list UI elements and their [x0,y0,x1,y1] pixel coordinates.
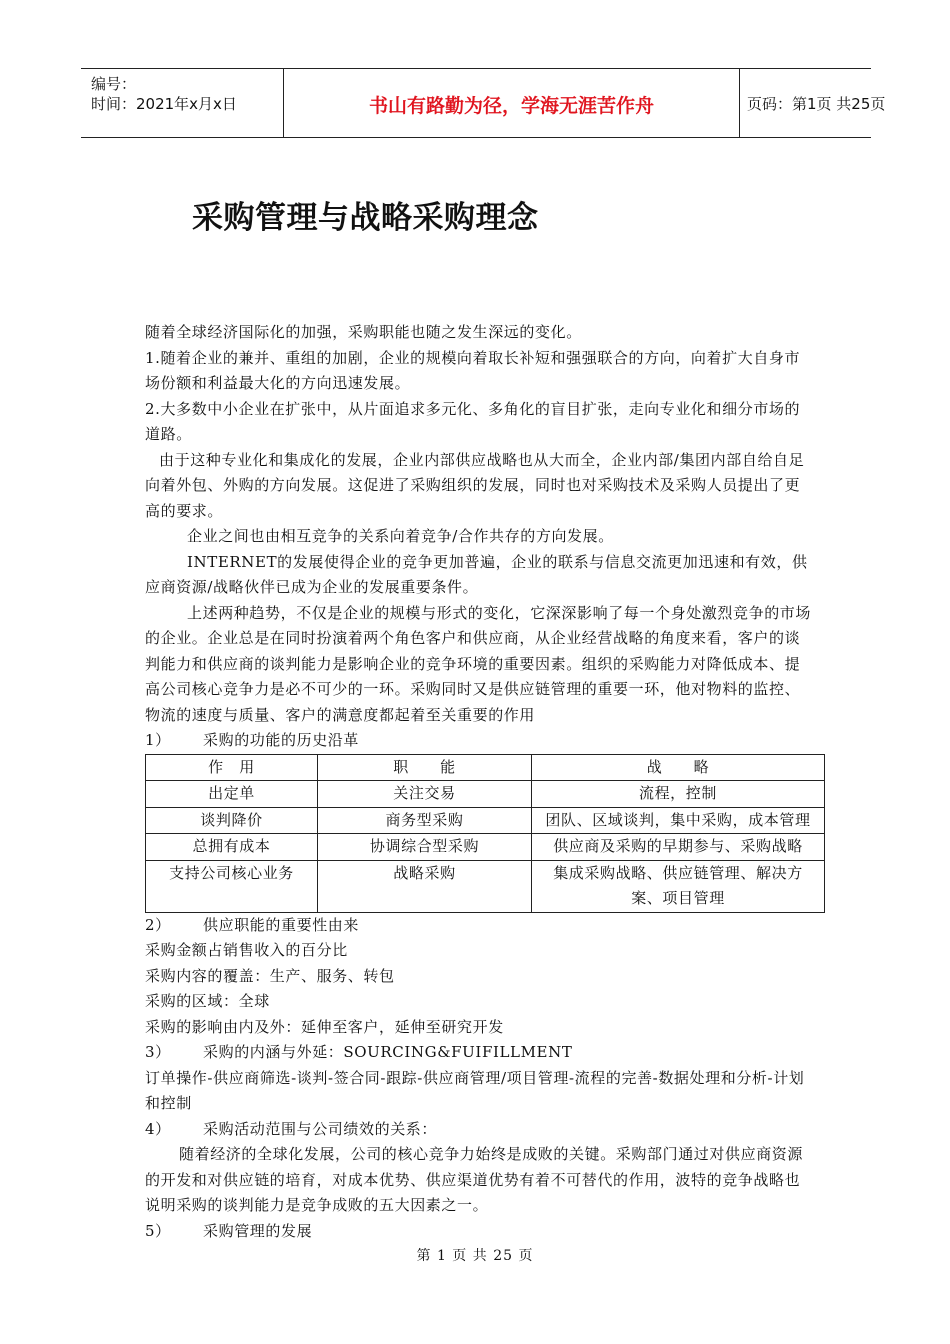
table-header-cell: 作 用 [146,754,318,781]
section-5-heading [145,1219,815,1245]
section-3-heading [145,1040,815,1066]
section-3-text: 订单操作-供应商筛选-谈判-签合同-跟踪-供应商管理/项目管理-流程的完善-数据处理和分析-计划和控制 [145,1068,805,1112]
code-label: 编号： [91,75,137,93]
document-title: 采购管理与战略采购理念 [192,200,539,236]
table-cell: 流程，控制 [532,781,825,808]
section-2-heading [145,913,815,939]
paragraph-intro: 随着全球经济国际化的加强，采购职能也随之发生深远的变化。 [145,323,582,341]
section-1-heading [145,728,815,754]
section-2-title: 供应职能的重要性由来 [203,915,360,934]
section-3-num: 3） [145,1043,171,1061]
header-page-info: 页码：第1页 共25页 [747,95,886,113]
table-header-cell: 职 能 [318,754,532,781]
table-cell [532,860,825,912]
paragraph-cooperation: 企业之间也由相互竞争的关系向着竞争/合作共存的方向发展。 [187,527,614,545]
section-1-num: 1） [145,731,171,749]
table-row [146,834,825,861]
header-motto: 书山有路勤为径，学海无涯苦作舟 [368,95,654,117]
paragraph-trends: 上述两种趋势，不仅是企业的规模与形式的变化，它深深影响了每一个身处激烈竞争的市场的企业。企业总是在同时扮演着两个角色客户和供应商，从企业经营战略的角度来看，客户的谈判能力和供应商的谈判能力是影响企业的竞争环境的重要因素。组织的采购能力对降低成本、提高公司核心竞争力是必不可少的一环。采购同时又是供应链管理的重要一环，他对物料的监控、物流的速度与质量、客户的满意度都起着至关重要的作用 [145,603,812,724]
table-cell: 团队、区域谈判，集中采购，成本管理 [532,807,825,834]
section-2-num: 2） [145,915,171,934]
list-item: 采购内容的覆盖：生产、服务、转包 [145,966,395,985]
table-cell: 关注交易 [318,781,532,808]
page-footer: 第 1 页 共 25 页 [416,1248,534,1264]
section-3-title: 采购的内涵与外延：SOURCING&FUIFILLMENT [203,1043,573,1061]
section-5-num: 5） [145,1221,171,1240]
paragraph-point-2: 2.大多数中小企业在扩张中，从片面追求多元化、多角化的盲目扩张，走向专业化和细分市场的道路。 [145,399,801,443]
table-cell: 协调综合型采购 [318,834,532,861]
table-header-cell: 战 略 [532,754,825,781]
paragraph-specialization: 由于这种专业化和集成化的发展，企业内部供应战略也从大而全，企业内部/集团内部自给自足向着外包、外购的方向发展。这促进了采购组织的发展，同时也对采购技术及采购人员提出了更高的要求。 [145,450,805,520]
table-cell: 出定单 [146,781,318,808]
header-meta [81,69,283,137]
section-1-title: 采购的功能的历史沿革 [203,731,360,749]
list-item: 采购金额占销售收入的百分比 [145,941,348,959]
section-4-text: 随着经济的全球化发展，公司的核心竞争力始终是成败的关键。采购部门通过对供应商资源的开发和对供应链的培育，对成本优势、供应渠道优势有着不可替代的作用，波特的竞争战略也说明采购的谈判能力是竞争成败的五大因素之一。 [145,1145,804,1214]
section-4-heading [145,1117,815,1143]
table-header-row [146,754,825,781]
section-4-num: 4） [145,1119,171,1138]
paragraph-point-1: 1.随着企业的兼并、重组的加剧，企业的规模向着取长补短和强强联合的方向，向着扩大自身市场份额和利益最大化的方向迅速发展。 [145,348,801,392]
header-page-cell [739,69,886,137]
section-4-title: 采购活动范围与公司绩效的关系： [203,1119,438,1138]
table-row [146,781,825,808]
page-header [81,68,886,138]
document-body [145,320,815,1244]
list-item: 采购的影响由内及外：延伸至客户，延伸至研究开发 [145,1017,504,1036]
history-table [145,754,825,913]
table-cell: 战略采购 [318,860,532,912]
table-row [146,860,825,912]
table-cell-text: 集成采购战略、供应链管理、解决方案、项目管理 [553,863,803,907]
table-cell: 支持公司核心业务 [146,860,318,912]
table-cell: 总拥有成本 [146,834,318,861]
table-cell: 供应商及采购的早期参与、采购战略 [532,834,825,861]
list-item: 采购的区域：全球 [145,992,270,1010]
table-row [146,807,825,834]
header-motto-cell [283,69,740,137]
paragraph-internet: INTERNET的发展使得企业的竞争更加普遍，企业的联系与信息交流更加迅速和有效，供应商资源/战略伙伴已成为企业的发展重要条件。 [145,552,808,596]
section-5-title: 采购管理的发展 [203,1221,313,1240]
table-cell: 谈判降价 [146,807,318,834]
date-label: 时间：2021年x月x日 [91,95,237,113]
table-cell: 商务型采购 [318,807,532,834]
